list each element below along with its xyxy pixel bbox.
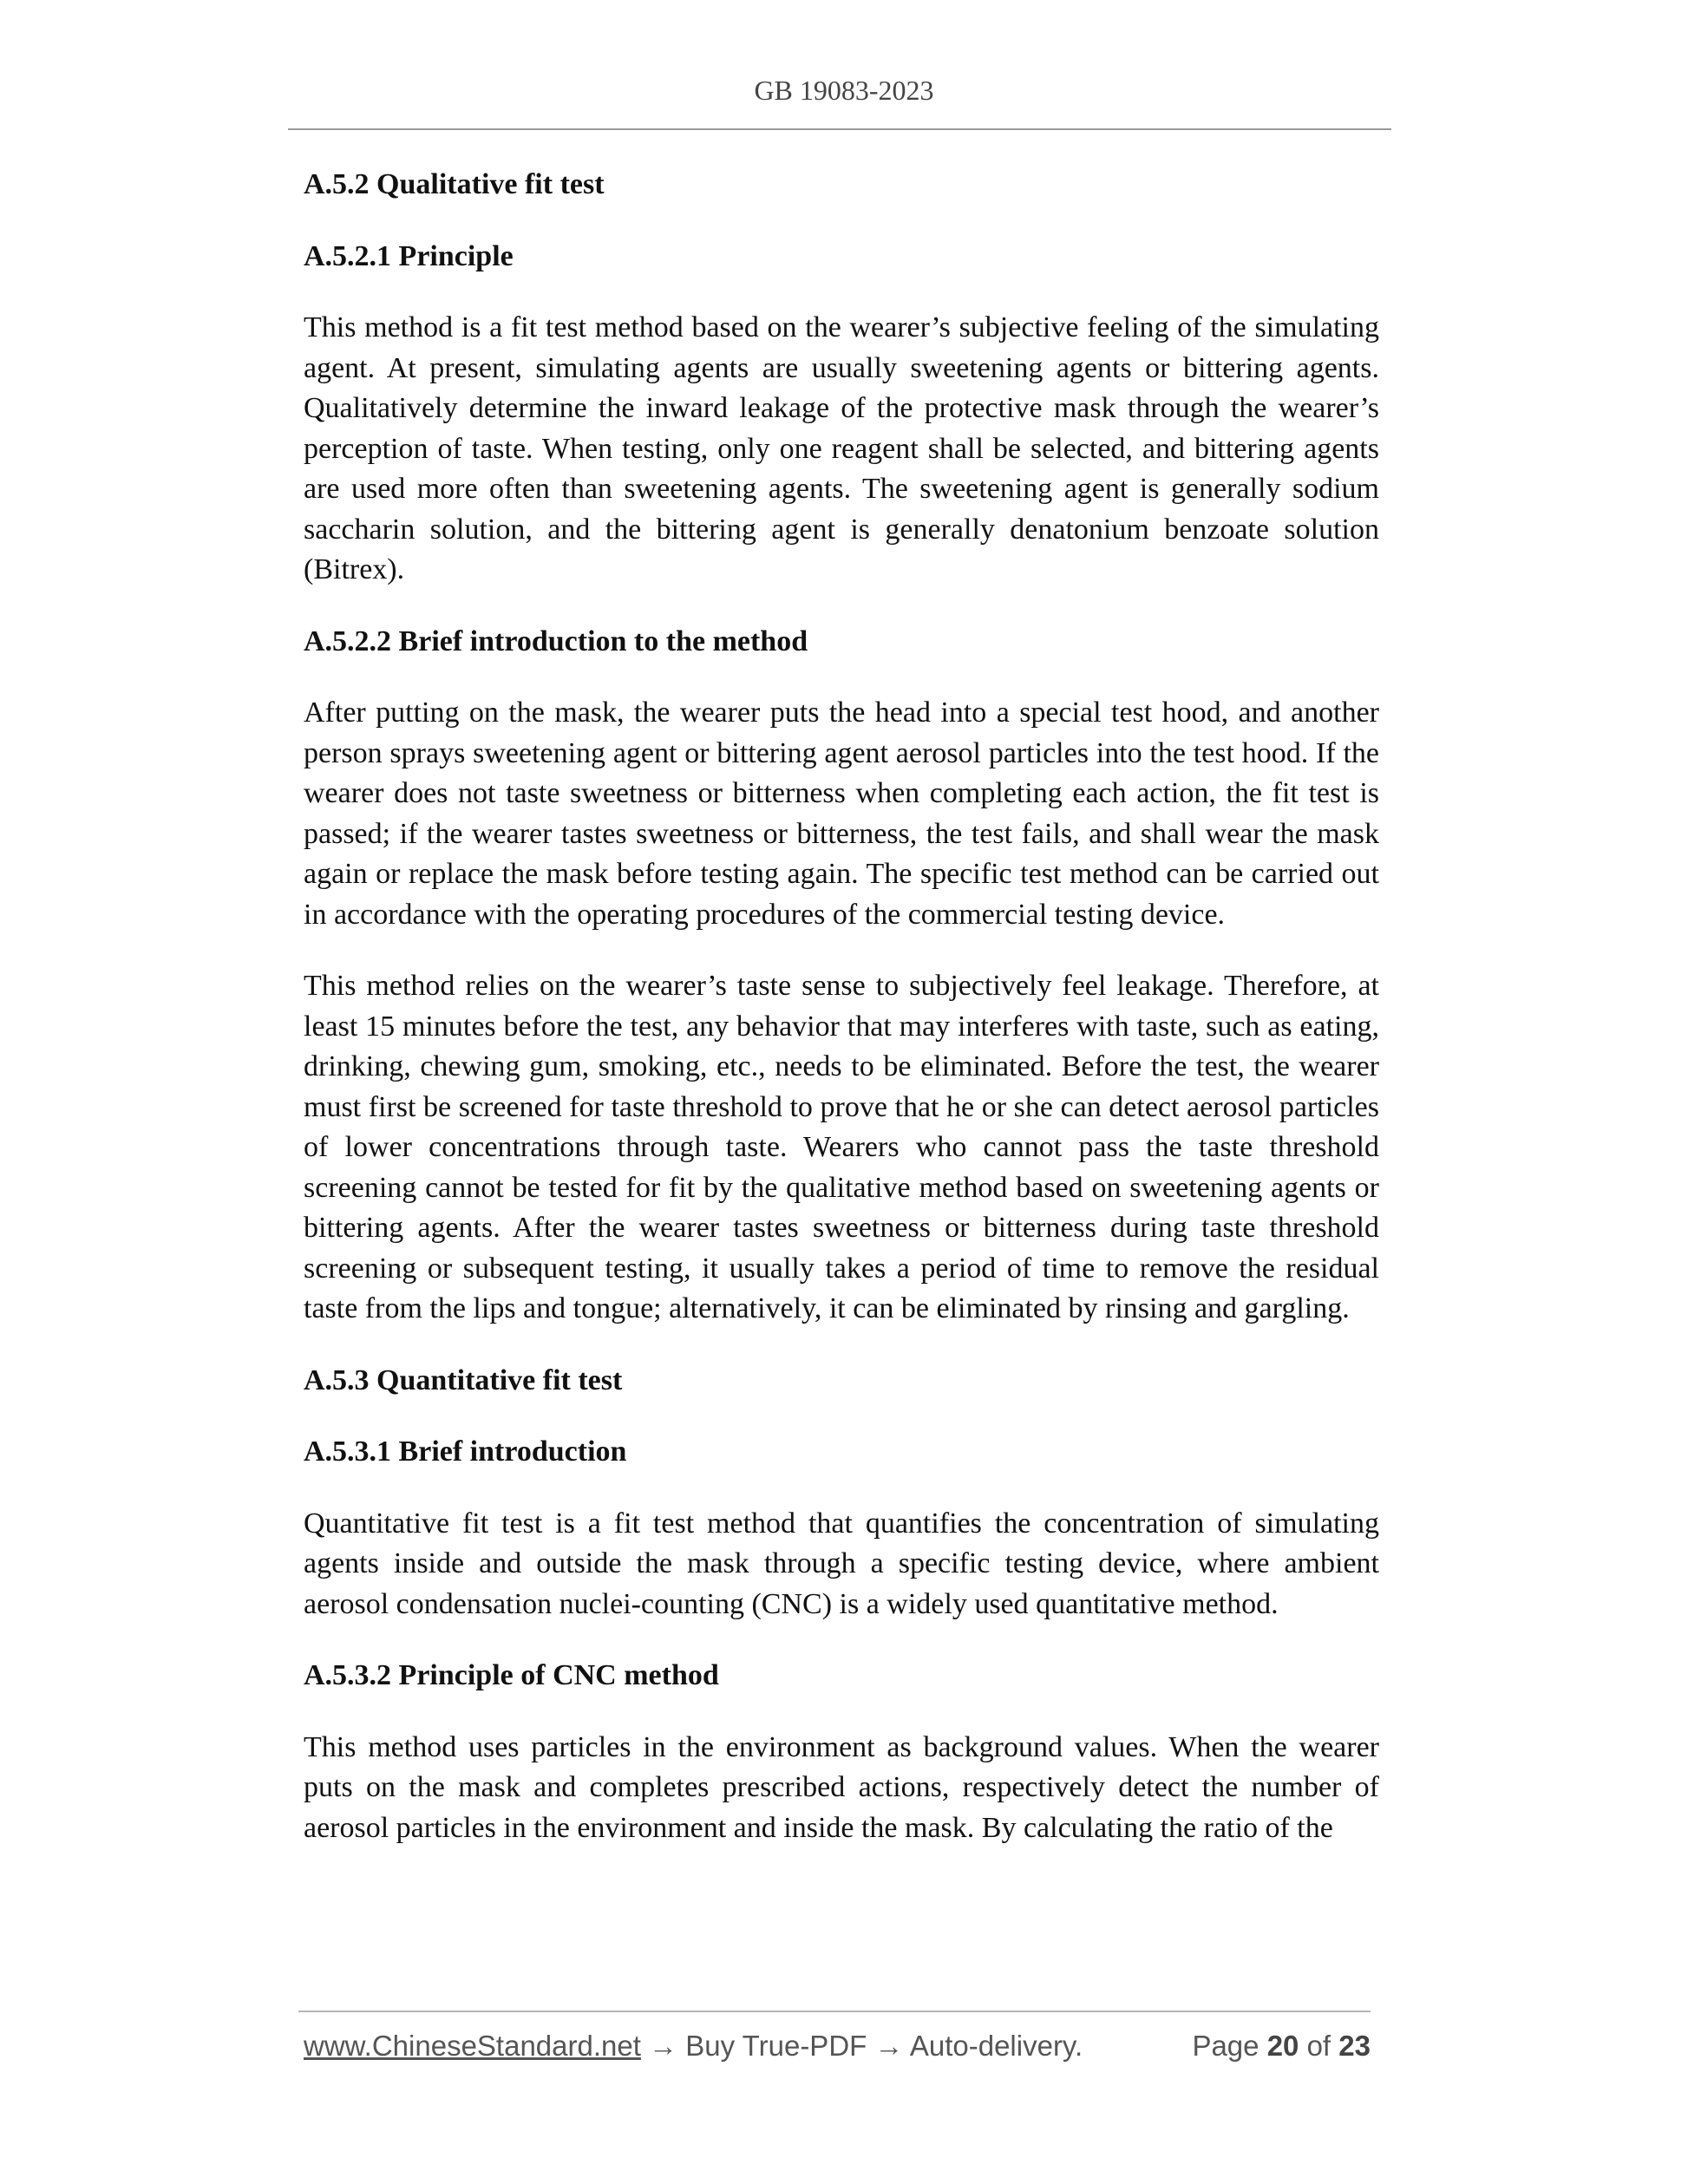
arrow-right-icon: → (867, 2030, 910, 2062)
section-heading-a-5-3-2: A.5.3.2 Principle of CNC method (304, 1659, 719, 1691)
section-heading-a-5-3: A.5.3 Quantitative fit test (304, 1363, 623, 1396)
paragraph-taste-sense: This method relies on the wearer’s taste sense to subjectively feel leakage. Therefore, at least 15 minutes before the test, any behavior that may interferes with taste, such as eating, drinking, chewing gum, smoking, etc., needs to be eliminated. Before the test, the wearer must first be screened for taste threshold to prove that he or she can detect aerosol particles of lower concentrations through taste. Wearers who cannot pass the taste threshold screening cannot be tested for fit by the qualitative method based on sweetening agents or bittering agents. After the wearer tastes sweetness or bitterness during taste threshold screening or subsequent testing, it usually takes a period of time to remove the residual taste from the lips and tongue; alternatively, it can be eliminated by rinsing and gargling. (304, 970, 1379, 1324)
document-body (304, 165, 1379, 1880)
page-total: 23 (1338, 2030, 1371, 2062)
page-label: Page (1192, 2030, 1259, 2062)
paragraph-method-intro: After putting on the mask, the wearer puts the head into a special test hood, and another person sprays sweetening agent or bittering agent aerosol particles into the test hood. If the wearer does not taste sweetness or bitterness when completing each action, the fit test is passed; if the wearer tastes sweetness or bitterness, the test fails, and shall wear the mask again or replace the mask before testing again. The specific test method can be carried out in accordance with the operating procedures of the commercial testing device. (304, 696, 1379, 931)
footer-promo (304, 2030, 1083, 2063)
page-indicator (1192, 2030, 1371, 2063)
section-heading-a-5-2-2: A.5.2.2 Brief introduction to the method (304, 624, 808, 657)
website-link[interactable]: www.ChineseStandard.net (304, 2030, 641, 2062)
paragraph-quantitative-intro: Quantitative fit test is a fit test method that quantifies the concentration of simulating agents inside and outside the mask through a specific testing device, where ambient aerosol condensation nuclei-counting (CNC) is a widely used quantitative method. (304, 1507, 1379, 1620)
section-heading-a-5-3-1: A.5.3.1 Brief introduction (304, 1435, 627, 1468)
arrow-right-icon: → (640, 2030, 686, 2062)
paragraph-principle: This method is a fit test method based on the wearer’s subjective feeling of the simulating agent. At present, simulating agents are usually sweetening agents or bittering agents. Qualitatively determine the inward leakage of the protective mask through the wearer’s perception of taste. When testing, only one reagent shall be selected, and bittering agents are used more often than sweetening agents. The sweetening agent is generally sodium saccharin solution, and the bittering agent is generally denatonium benzoate solution (Bitrex). (304, 311, 1379, 585)
of-label: of (1306, 2030, 1331, 2062)
footer-divider (298, 2011, 1371, 2012)
paragraph-cnc-principle: This method uses particles in the environment as background values. When the wearer puts on the mask and completes prescribed actions, respectively detect the number of aerosol particles in the environment and inside the mask. By calculating the ratio of the (304, 1730, 1379, 1844)
section-heading-a-5-2: A.5.2 Qualitative fit test (304, 168, 605, 200)
header-divider (288, 128, 1391, 130)
page-number: 20 (1266, 2030, 1299, 2062)
section-heading-a-5-2-1: A.5.2.1 Principle (304, 239, 514, 272)
page-footer (304, 2030, 1371, 2071)
document-header-title: GB 19083-2023 (754, 75, 934, 106)
auto-delivery-text: Auto-delivery. (909, 2030, 1083, 2062)
buy-pdf-text: Buy True-PDF (685, 2030, 867, 2062)
